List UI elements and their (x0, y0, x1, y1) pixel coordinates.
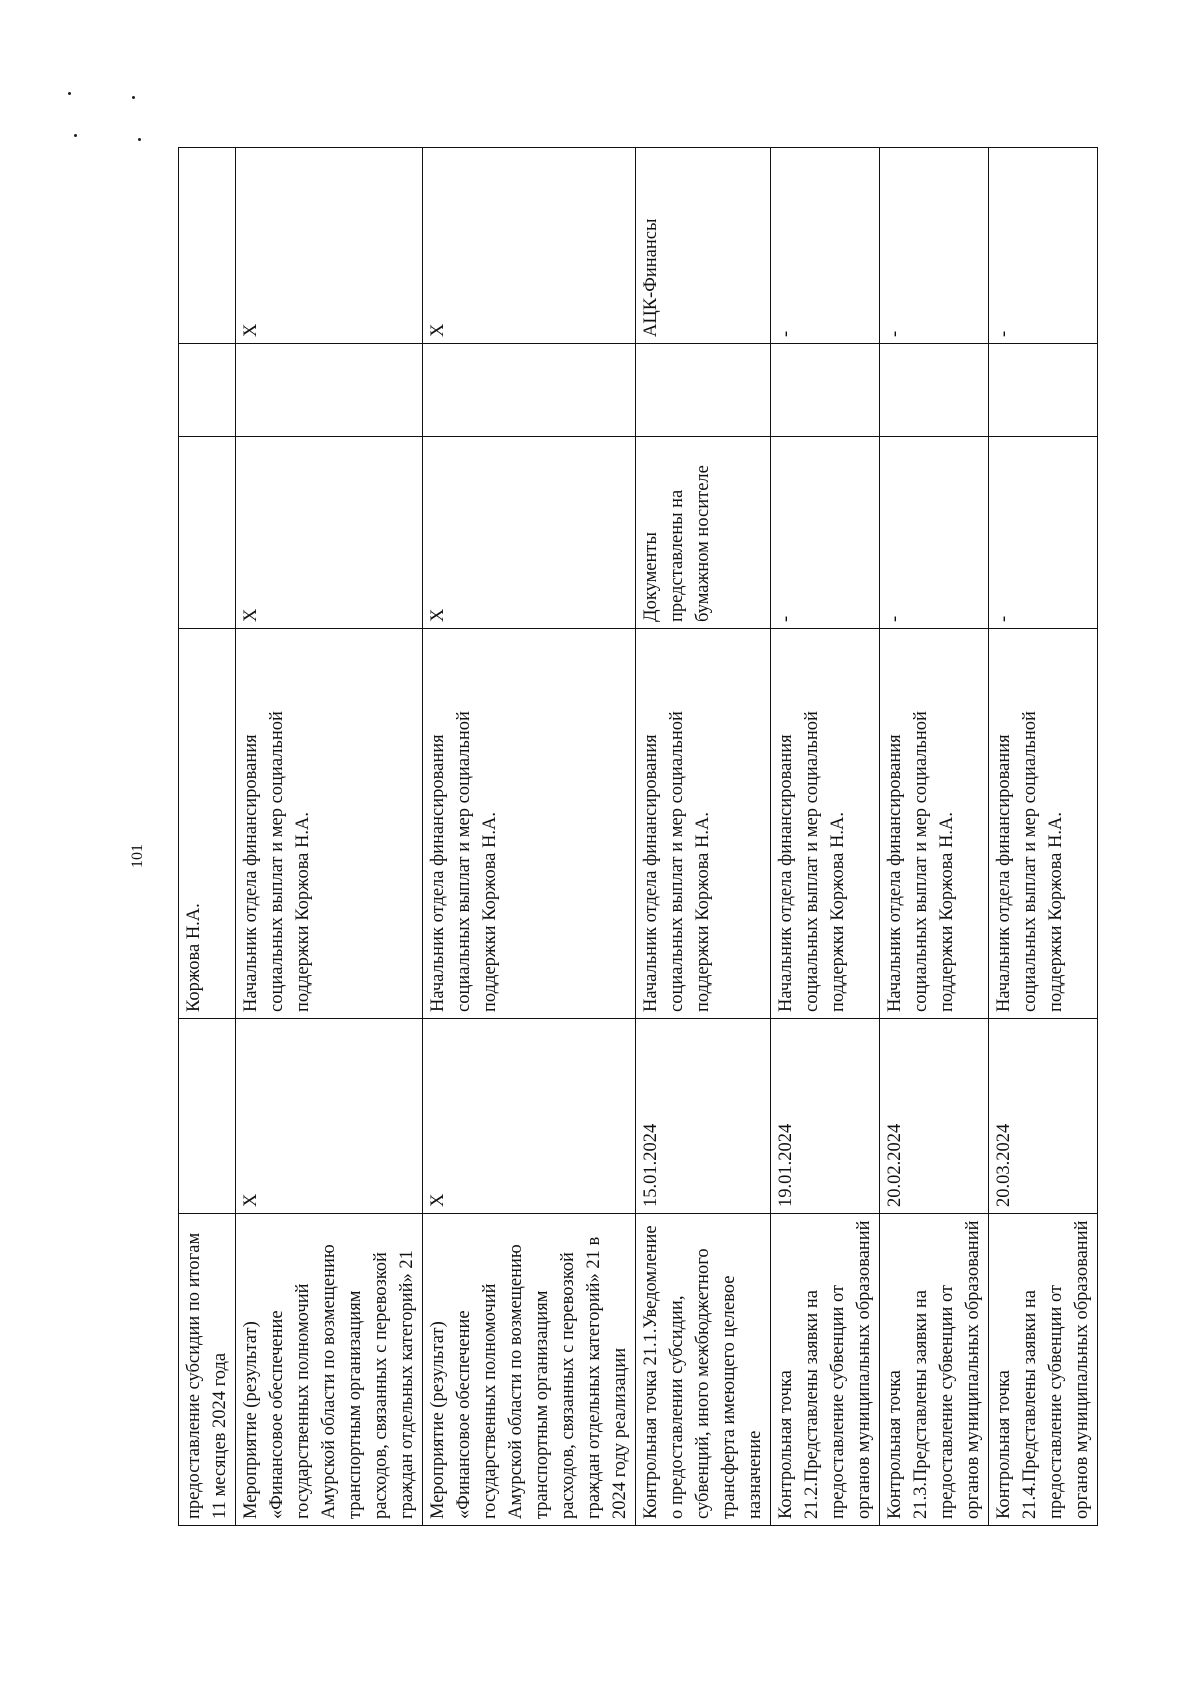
table-cell: Начальник отдела финансирования социальных выплат и мер социальной поддержки Коржова Н.А. (236, 629, 423, 1019)
table-row (771, 148, 880, 1526)
table-row (236, 148, 423, 1526)
table-cell (179, 344, 236, 437)
table-cell: предоставление субсидии по итогам 11 месяцев 2024 года (179, 1214, 236, 1526)
table-cell: Документы представлены на бумажном носителе (636, 437, 771, 629)
table-cell: - (989, 148, 1098, 344)
rotated-table-container (178, 148, 1108, 1526)
table-cell (179, 437, 236, 629)
table-cell (771, 344, 880, 437)
table-cell: Х (236, 1019, 423, 1214)
page-number: 101 (129, 844, 146, 868)
table-cell: АЦК-Финансы (636, 148, 771, 344)
table-cell: Начальник отдела финансирования социальных выплат и мер социальной поддержки Коржова Н.А. (423, 629, 636, 1019)
table-cell: Начальник отдела финансирования социальных выплат и мер социальной поддержки Коржова Н.А. (989, 629, 1098, 1019)
table-row (880, 148, 989, 1526)
table-cell: 20.03.2024 (989, 1019, 1098, 1214)
table-row (179, 148, 236, 1526)
table-cell: Х (423, 148, 636, 344)
scan-speck (74, 134, 77, 137)
table-cell: - (880, 148, 989, 344)
table-cell: Мероприятие (результат) «Финансовое обеспечение государственных полномочий Амурской области по возмещению транспортным организациям расходов, связанных с перевозкой граждан отдельных категорий» 21 (236, 1214, 423, 1526)
table-row (636, 148, 771, 1526)
table-row (989, 148, 1098, 1526)
plan-table (178, 147, 1098, 1526)
table-cell (423, 344, 636, 437)
table-row (423, 148, 636, 1526)
table-cell: Начальник отдела финансирования социальных выплат и мер социальной поддержки Коржова Н.А. (771, 629, 880, 1019)
table-cell: Контрольная точка 21.4.Представлены заявки на предоставление субвенции от органов муниципальных образований (989, 1214, 1098, 1526)
table-cell: Х (423, 1019, 636, 1214)
scan-speck (138, 138, 141, 141)
table-cell (236, 344, 423, 437)
table-cell: Мероприятие (результат) «Финансовое обеспечение государственных полномочий Амурской области по возмещению транспортным организациям расходов, связанных с перевозкой граждан отдельных категорий» 21 в 2024 году реализации (423, 1214, 636, 1526)
table-cell: 20.02.2024 (880, 1019, 989, 1214)
table-cell: - (771, 148, 880, 344)
table-cell: 15.01.2024 (636, 1019, 771, 1214)
table-cell (179, 148, 236, 344)
table-cell (989, 344, 1098, 437)
table-cell: Контрольная точка 21.2.Представлены заявки на предоставление субвенции от органов муниципальных образований (771, 1214, 880, 1526)
table-cell: - (989, 437, 1098, 629)
table-cell: Контрольная точка 21.3.Представлены заявки на предоставление субвенции от органов муниципальных образований (880, 1214, 989, 1526)
table-cell (880, 344, 989, 437)
table-cell: 19.01.2024 (771, 1019, 880, 1214)
table-cell: Коржова Н.А. (179, 629, 236, 1019)
scan-speck (68, 92, 71, 95)
table-cell: - (880, 437, 989, 629)
table-cell: Х (423, 437, 636, 629)
table-cell: Контрольная точка 21.1.Уведомление о предоставлении субсидии, субвенций, иного межбюджетного трансферта имеющего целевое назначение (636, 1214, 771, 1526)
table-cell: Х (236, 148, 423, 344)
table-cell: Х (236, 437, 423, 629)
table-cell (636, 344, 771, 437)
table-cell: Начальник отдела финансирования социальных выплат и мер социальной поддержки Коржова Н.А. (636, 629, 771, 1019)
table-cell (179, 1019, 236, 1214)
table-cell: Начальник отдела финансирования социальных выплат и мер социальной поддержки Коржова Н.А. (880, 629, 989, 1019)
scan-speck (132, 96, 135, 99)
table-cell: - (771, 437, 880, 629)
